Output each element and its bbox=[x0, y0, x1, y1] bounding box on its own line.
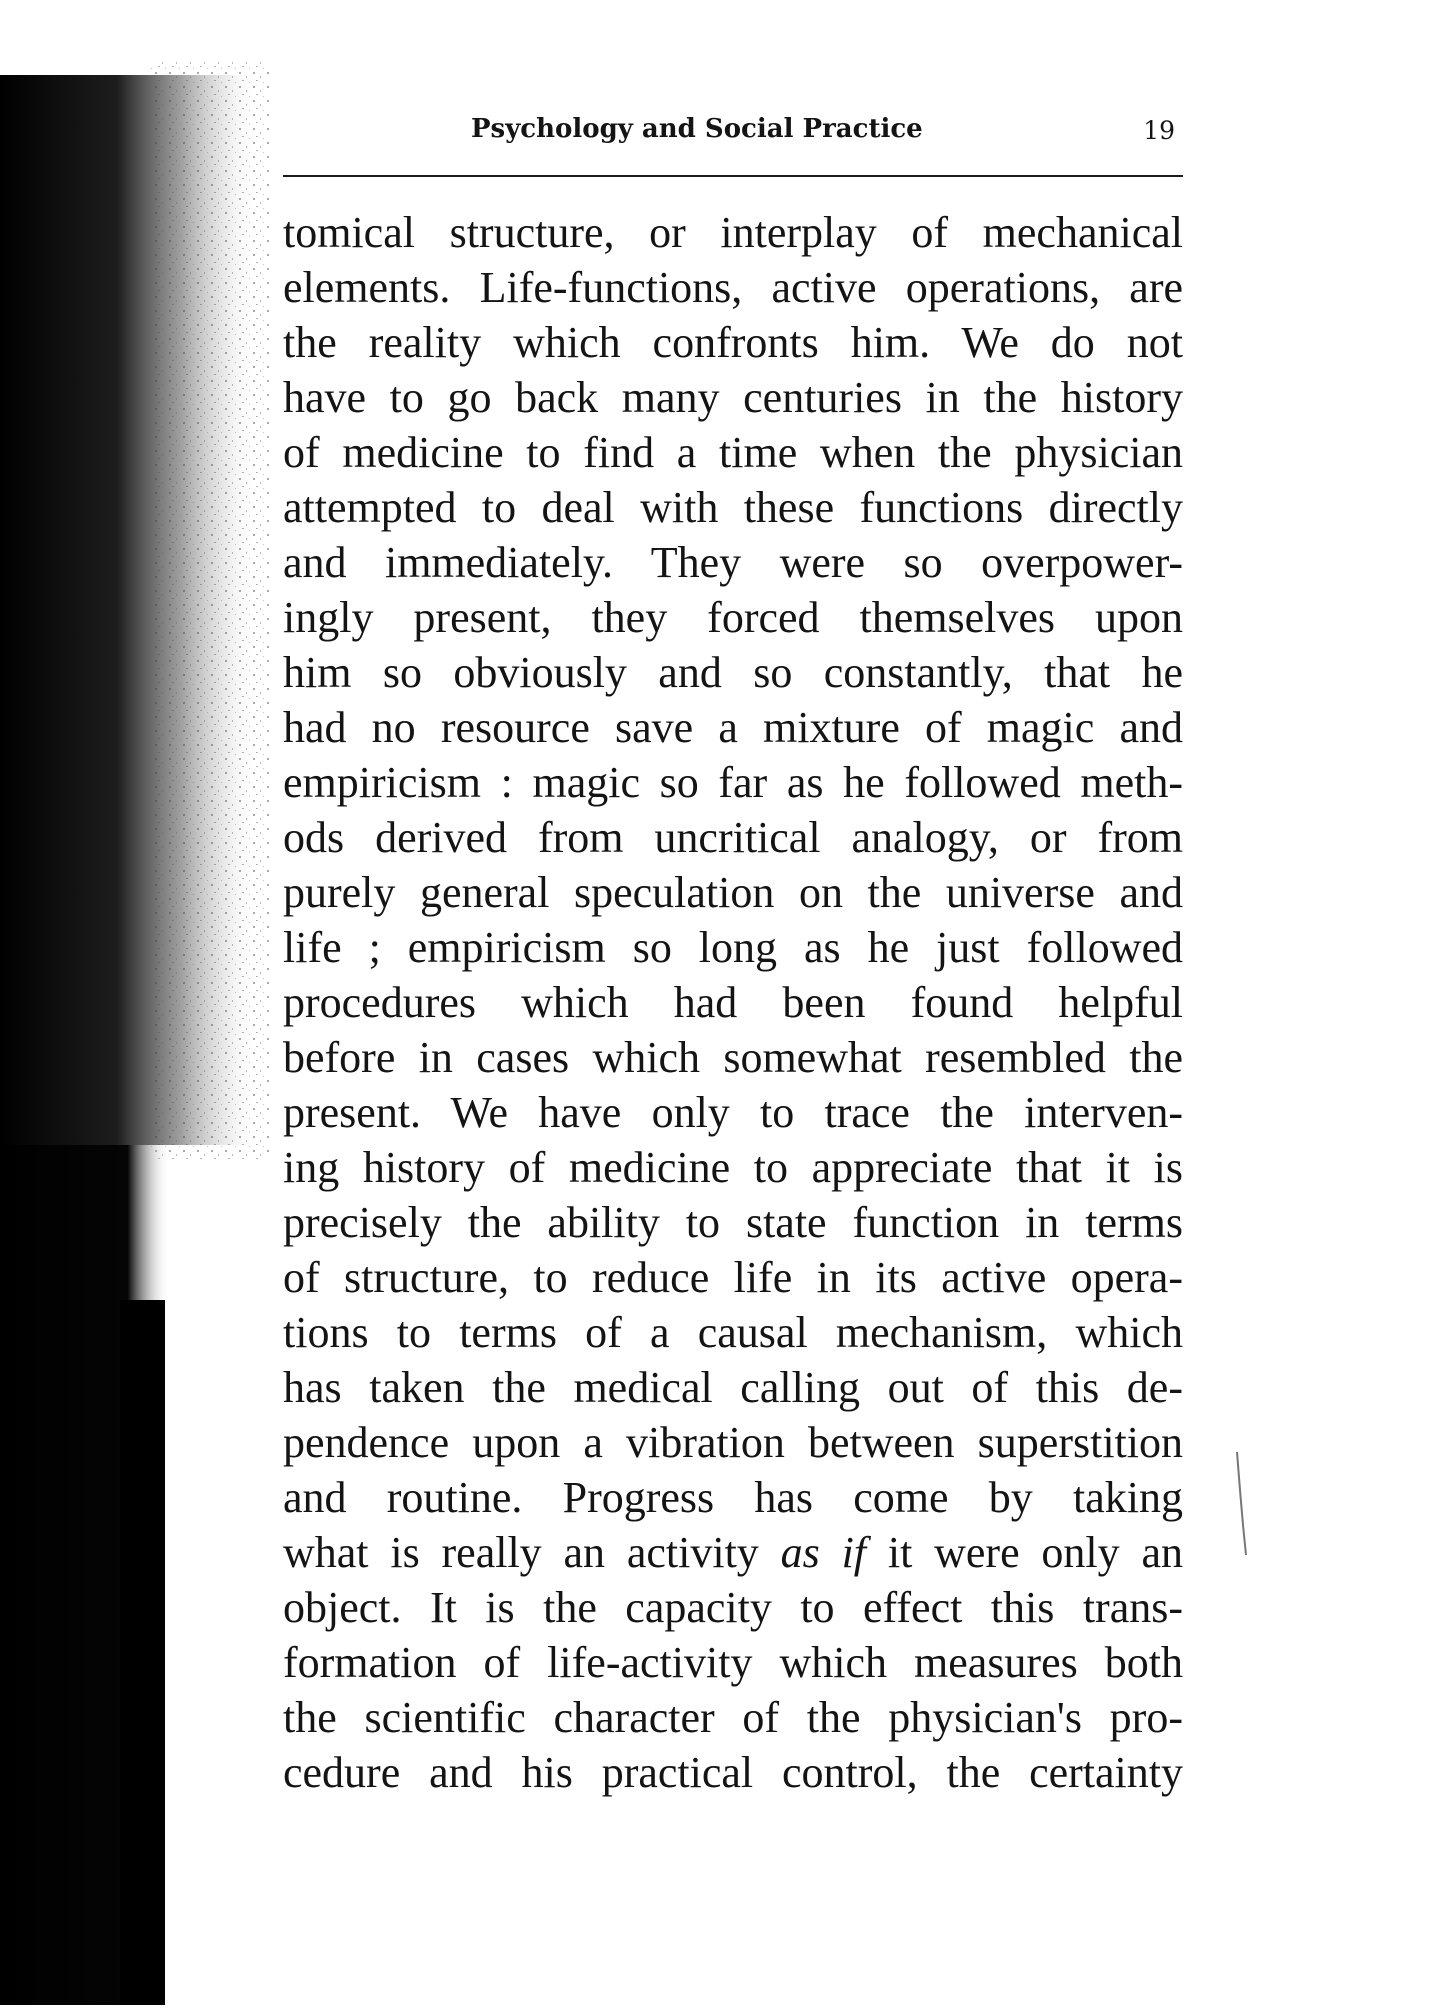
text-line: cedure and his practical control, the certainty bbox=[283, 1748, 1183, 1797]
text-line: and routine. Progress has come by taking bbox=[283, 1473, 1183, 1522]
text-line: ingly present, they forced themselves upon bbox=[283, 593, 1183, 642]
text-line: attempted to deal with these functions directly bbox=[283, 483, 1183, 532]
text-line: of medicine to find a time when the physician bbox=[283, 428, 1183, 477]
page-number: 19 bbox=[1143, 116, 1175, 145]
text-line: elements. Life-functions, active operations, are bbox=[283, 263, 1183, 312]
running-header bbox=[283, 110, 1183, 160]
text-segment: what is really an activity bbox=[283, 1528, 781, 1577]
text-line: and immediately. They were so overpower- bbox=[283, 538, 1183, 587]
book-page bbox=[283, 110, 1183, 1797]
text-line: purely general speculation on the universe and bbox=[283, 868, 1183, 917]
text-segment: it were only an bbox=[866, 1528, 1183, 1577]
text-line: procedures which had been found helpful bbox=[283, 978, 1183, 1027]
text-line: has taken the medical calling out of this de- bbox=[283, 1363, 1183, 1412]
text-line: ing history of medicine to appreciate that it is bbox=[283, 1143, 1183, 1192]
text-line: life ; empiricism so long as he just followed bbox=[283, 923, 1183, 972]
text-line: precisely the ability to state function in terms bbox=[283, 1198, 1183, 1247]
text-line: the reality which confronts him. We do not bbox=[283, 318, 1183, 367]
text-line: present. We have only to trace the interven- bbox=[283, 1088, 1183, 1137]
text-line: have to go back many centuries in the history bbox=[283, 373, 1183, 422]
text-line: empiricism : magic so far as he followed meth- bbox=[283, 758, 1183, 807]
header-rule bbox=[283, 175, 1183, 177]
italic-phrase: as if bbox=[780, 1528, 867, 1577]
text-line: tions to terms of a causal mechanism, which bbox=[283, 1308, 1183, 1357]
text-line: before in cases which somewhat resembled the bbox=[283, 1033, 1183, 1082]
text-line: of structure, to reduce life in its active opera- bbox=[283, 1253, 1183, 1302]
text-line: tomical structure, or interplay of mechanical bbox=[283, 208, 1183, 257]
text-line: object. It is the capacity to effect this trans- bbox=[283, 1583, 1183, 1632]
text-line: had no resource save a mixture of magic and bbox=[283, 703, 1183, 752]
text-line: pendence upon a vibration between superstition bbox=[283, 1418, 1183, 1467]
body-paragraph bbox=[283, 205, 1183, 1800]
running-title: Psychology and Social Practice bbox=[471, 114, 923, 144]
text-line: formation of life-activity which measures both bbox=[283, 1638, 1183, 1687]
text-line: the scientific character of the physician's pro- bbox=[283, 1693, 1183, 1742]
text-line: him so obviously and so constantly, that he bbox=[283, 648, 1183, 697]
text-line: ods derived from uncritical analogy, or from bbox=[283, 813, 1183, 862]
text-line-with-italic bbox=[283, 1525, 1183, 1580]
